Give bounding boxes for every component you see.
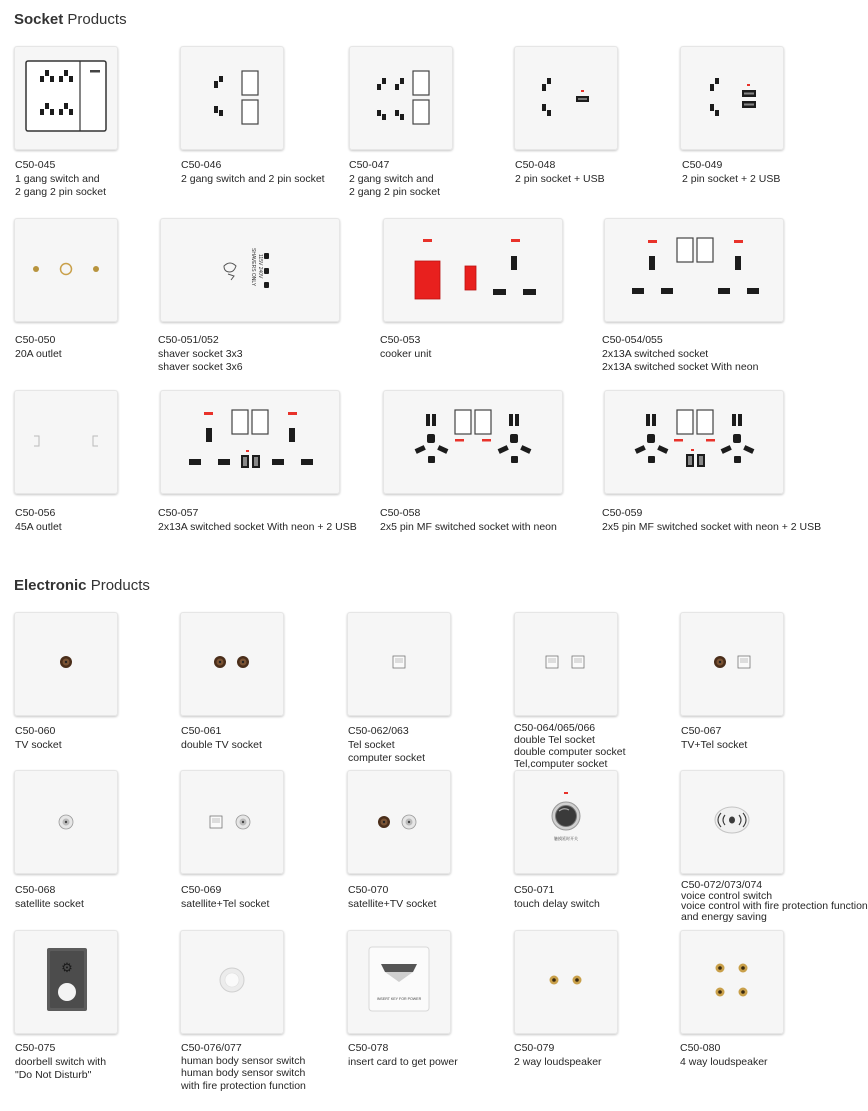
product-image [604, 390, 784, 494]
product-image [383, 390, 563, 494]
product-image [514, 770, 618, 874]
product-image [347, 612, 451, 716]
shaver-label: SHAVERS ONLY [250, 248, 256, 287]
product-caption: C50-071 touch delay switch [514, 884, 600, 910]
product-caption: C50-068 satellite socket [15, 884, 84, 910]
product-caption: C50-062/063 Tel socket computer socket [348, 725, 426, 764]
product-image [604, 218, 784, 322]
product-image [680, 46, 784, 150]
product-caption: C50-047 2 gang switch and 2 gang 2 pin socket [349, 159, 441, 198]
product-caption: C50-064/065/066 double Tel socket double computer socket Tel,computer socket [514, 722, 626, 770]
product-image [160, 390, 340, 494]
product-caption: C50-045 1 gang switch and 2 gang 2 pin socket [15, 159, 107, 198]
product-caption: C50-053 cooker unit [380, 334, 432, 360]
product-image [14, 218, 118, 322]
socket-products-title: Socket Products [14, 11, 127, 28]
product-image [14, 770, 118, 874]
product-image [180, 46, 284, 150]
product-caption: C50-078 insert card to get power [348, 1042, 458, 1068]
product-caption: C50-080 4 way loudspeaker [680, 1042, 768, 1068]
product-caption: C50-076/077 human body sensor switch human body sensor switch with fire protection function [181, 1042, 306, 1092]
product-image [347, 930, 451, 1034]
product-image [14, 612, 118, 716]
product-image [680, 930, 784, 1034]
product-caption: C50-061 double TV socket [181, 725, 262, 751]
product-image [680, 770, 784, 874]
product-caption: C50-051/052 shaver socket 3x3 shaver socket 3x6 [158, 334, 243, 373]
product-caption: C50-049 2 pin socket + 2 USB [682, 159, 781, 185]
product-caption: C50-075 doorbell switch with "Do Not Disturb" [15, 1042, 107, 1081]
product-image [349, 46, 453, 150]
card-slot-label: INSERT KEY FOR POWER [376, 997, 422, 1001]
product-caption: C50-060 TV socket [15, 725, 62, 751]
product-image [180, 612, 284, 716]
product-caption: C50-057 2x13A switched socket With neon + 2 USB [158, 507, 357, 533]
product-image [180, 770, 284, 874]
product-caption: C50-046 2 gang switch and 2 pin socket [181, 159, 325, 185]
product-caption: C50-079 2 way loudspeaker [514, 1042, 602, 1068]
product-caption: C50-048 2 pin socket + USB [515, 159, 605, 185]
product-caption: C50-069 satellite+Tel socket [181, 884, 270, 910]
product-image [347, 770, 451, 874]
product-image [180, 930, 284, 1034]
product-caption: C50-070 satellite+TV socket [348, 884, 437, 910]
product-image [514, 612, 618, 716]
product-caption: C50-050 20A outlet [15, 334, 62, 360]
product-image [680, 612, 784, 716]
shaver-voltage: 115V 240V [257, 254, 263, 279]
product-image [14, 46, 118, 150]
svg-text:⚙: ⚙ [61, 961, 73, 976]
product-image [383, 218, 563, 322]
product-image [160, 218, 340, 322]
touch-switch-label: 触摸延时开关 [554, 836, 578, 841]
product-image [514, 930, 618, 1034]
product-image [14, 390, 118, 494]
product-caption: C50-067 TV+Tel socket [681, 725, 748, 751]
product-caption: C50-056 45A outlet [15, 507, 62, 533]
product-caption: C50-059 2x5 pin MF switched socket with neon + 2 USB [602, 507, 822, 533]
product-image [14, 930, 118, 1034]
product-caption: C50-058 2x5 pin MF switched socket with neon [380, 507, 557, 533]
electronic-products-title: Electronic Products [14, 577, 150, 594]
product-caption: C50-054/055 2x13A switched socket 2x13A switched socket With neon [602, 334, 759, 373]
product-image [514, 46, 618, 150]
product-caption: C50-072/073/074 voice control switch voice control with fire protection function and energy saving [681, 879, 868, 923]
